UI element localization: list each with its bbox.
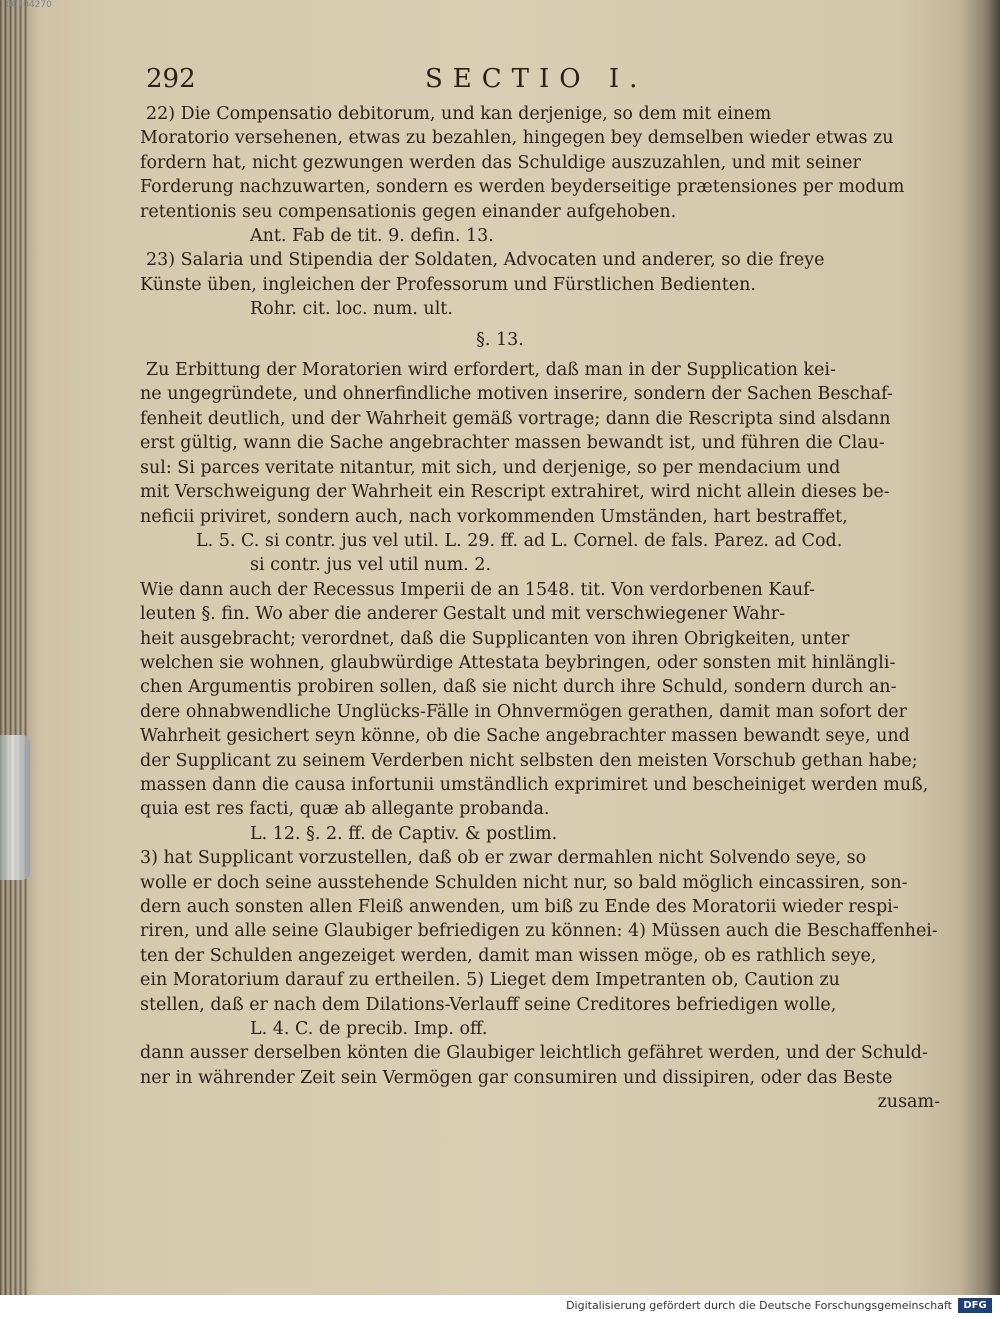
page-text (140, 60, 940, 1115)
text-line: 23) Salaria und Stipendia der Soldaten, Advocaten und anderer, so die freye (146, 250, 825, 271)
citation: L. 12. §. 2. ff. de Captiv. & postlim. (250, 823, 558, 844)
text-line: Moratorio versehenen, etwas zu bezahlen, hingegen bey demselben wieder etwas zu (140, 128, 894, 149)
text-line: Wahrheit gesichert seyn könne, ob die Sache angebrachter massen bewandt seye, und (140, 726, 910, 747)
text-line: stellen, daß er nach dem Dilations-Verlauff seine Creditores befriedigen wolle, (140, 994, 837, 1015)
text-line: Wie dann auch der Recessus Imperii de an 1548. tit. Von verdorbenen Kauf- (140, 579, 815, 600)
scan-reference: 00104270 (6, 0, 52, 10)
text-line: 3) hat Supplicant vorzustellen, daß ob er zwar dermahlen nicht Solvendo seye, so (140, 848, 867, 869)
page-header (140, 60, 940, 102)
text-line: leuten §. fin. Wo aber die anderer Gestalt und mit verschwiegener Wahr- (140, 604, 786, 625)
text-line: heit ausgebracht; verordnet, daß die Supplicanten von ihren Obrigkeiten, unter (140, 628, 850, 649)
text-line: retentionis seu compensationis gegen einander aufgehoben. (140, 201, 677, 222)
text-line: sul: Si parces veritate nitantur, mit sich, und derjenige, so per mendacium und (140, 457, 841, 478)
text-line: 22) Die Compensatio debitorum, und kan derjenige, so dem mit einem (146, 104, 772, 124)
text-line: ten der Schulden angezeiget werden, damit man wissen möge, ob es rathlich seye, (140, 945, 877, 966)
text-line: neficii priviret, sondern auch, nach vorkommenden Umständen, hart bestraffet, (140, 506, 848, 527)
text-line: wolle er doch seine ausstehende Schulden nicht nur, so bald möglich eincassiren, son- (140, 872, 908, 893)
text-line: massen dann die causa infortunii umständlich exprimiret und bescheiniget werden muß, (140, 774, 929, 795)
text-line: quia est res facti, quæ ab allegante probanda. (140, 799, 550, 820)
citation: L. 5. C. si contr. jus vel util. L. 29. ff. ad L. Cornel. de fals. Parez. ad Cod. (196, 530, 843, 551)
funding-credit: Digitalisierung gefördert durch die Deutsche Forschungsgemeinschaft (566, 1299, 952, 1312)
text-line: Zu Erbittung der Moratorien wird erfordert, daß man in der Supplication kei- (146, 360, 836, 381)
text-line: Künste üben, ingleichen der Professorum und Fürstlichen Bedienten. (140, 274, 756, 295)
citation: L. 4. C. de precib. Imp. off. (250, 1019, 488, 1040)
text-line: erst gültig, wann die Sache angebrachter massen bewandt ist, und führen die Clau- (140, 433, 885, 454)
running-title: SECTIO I. (425, 64, 648, 94)
text-line: mit Verschweigung der Wahrheit ein Rescript extrahiret, wird nicht allein dieses be- (140, 482, 890, 503)
section-heading: §. 13. (476, 329, 524, 350)
text-line: dann ausser derselben könten die Glaubiger leichtlich gefähret werden, und der Schuld- (140, 1043, 928, 1064)
citation: si contr. jus vel util num. 2. (250, 555, 492, 576)
book-page-edges (0, 0, 28, 1295)
page-clip (0, 735, 30, 880)
text-line: ne ungegründete, und ohnerfindliche motiven inserire, sondern der Sachen Beschaf- (140, 384, 893, 405)
catchword: zusam- (877, 1092, 940, 1113)
page-number: 292 (146, 64, 196, 94)
text-line: fordern hat, nicht gezwungen werden das Schuldige auszuzahlen, und mit seiner (140, 152, 861, 173)
citation: Ant. Fab de tit. 9. defin. 13. (250, 226, 494, 247)
text-line: chen Argumentis probiren sollen, daß sie nicht durch ihre Schuld, sondern durch an- (140, 677, 897, 698)
text-line: dern auch sonsten allen Fleiß anwenden, um biß zu Ende des Moratorii wieder respi- (140, 897, 899, 917)
dfg-logo: DFG (958, 1298, 992, 1313)
text-line: ein Moratorium darauf zu ertheilen. 5) Lieget dem Impetranten ob, Caution zu (140, 970, 840, 991)
text-line: welchen sie wohnen, glaubwürdige Attestata beybringen, oder sonsten mit hinlängli- (140, 652, 896, 673)
citation: Rohr. cit. loc. num. ult. (250, 299, 453, 320)
text-line: fenheit deutlich, und der Wahrheit gemäß vortrage; dann die Rescripta sind alsdann (140, 408, 891, 429)
text-line: Forderung nachzuwarten, sondern es werden beyderseitige prætensiones per modum (140, 177, 905, 198)
text-line: ner in währender Zeit sein Vermögen gar consumiren und dissipiren, oder das Beste (140, 1067, 893, 1088)
text-line: der Supplicant zu seinem Verderben nicht selbsten den meisten Vorschub gethan habe; (140, 750, 918, 771)
footer-bar (0, 1295, 1000, 1317)
text-line: dere ohnabwendliche Unglücks-Fälle in Ohnvermögen gerathen, damit man sofort der (140, 701, 908, 722)
text-line: riren, und alle seine Glaubiger befriedigen zu können: 4) Müssen auch die Beschaffenhei- (140, 921, 938, 942)
